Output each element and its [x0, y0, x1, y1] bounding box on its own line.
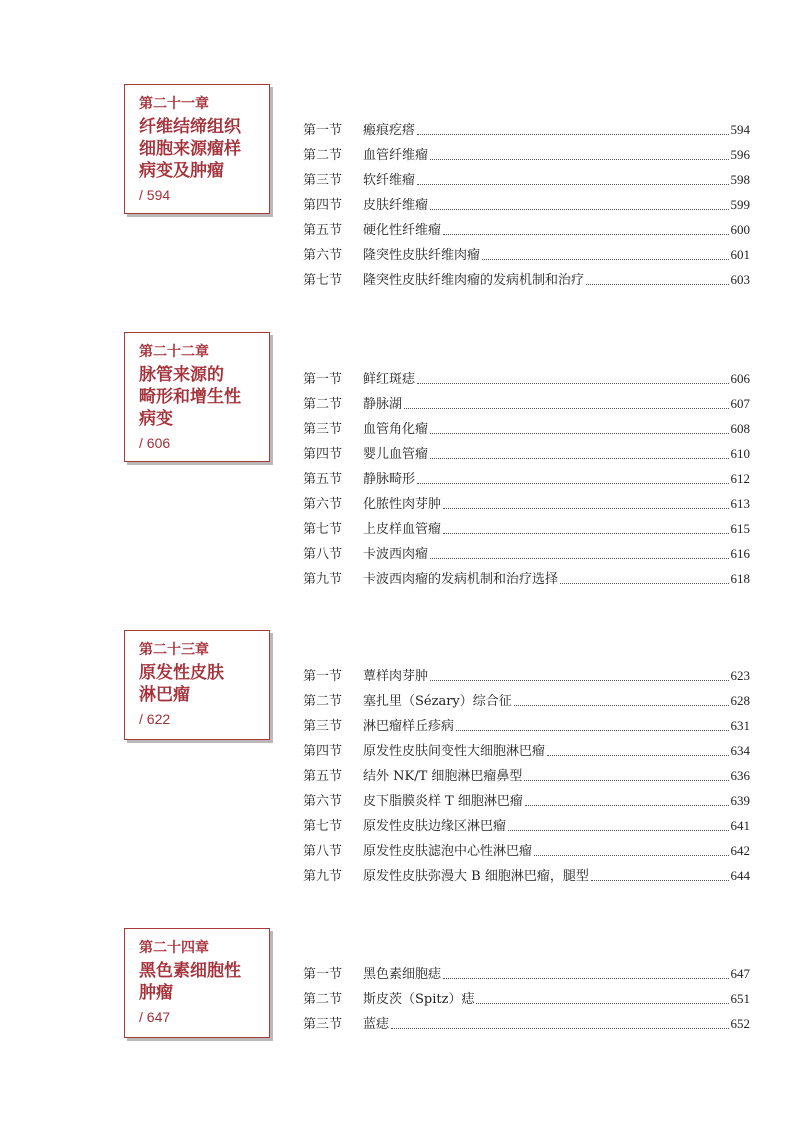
section-list: [303, 366, 750, 591]
toc-entry[interactable]: [303, 441, 750, 466]
dot-leader: [430, 676, 728, 681]
dot-leader: [476, 999, 728, 1004]
dot-leader: [456, 726, 728, 731]
dot-leader: [560, 579, 728, 584]
section-page: 607: [730, 396, 750, 411]
section-title: 卡波西肉瘤: [363, 547, 429, 562]
section-label: 第五节: [303, 769, 343, 784]
dot-leader: [508, 826, 728, 831]
chapter-page: / 647: [139, 1009, 171, 1025]
section-label: 第二节: [303, 992, 343, 1007]
section-title: 静脉湖: [363, 397, 403, 412]
chapter-title-line: 病变: [139, 409, 173, 429]
dot-leader: [430, 429, 728, 434]
section-page: 641: [730, 818, 750, 833]
dot-leader: [417, 479, 728, 484]
section-label: 第三节: [303, 1017, 343, 1032]
section-label: 第六节: [303, 497, 343, 512]
toc-entry[interactable]: [303, 217, 750, 242]
section-label: 第四节: [303, 198, 343, 213]
section-page: 606: [730, 371, 750, 386]
section-label: 第六节: [303, 794, 343, 809]
section-title: 婴儿血管瘤: [363, 447, 429, 462]
toc-entry[interactable]: [303, 566, 750, 591]
section-label: 第六节: [303, 248, 343, 263]
toc-entry[interactable]: [303, 167, 750, 192]
dot-leader: [443, 230, 728, 235]
chapter-title-line: 细胞来源瘤样: [139, 139, 241, 159]
chapter-number: 第二十一章: [139, 96, 209, 112]
dot-leader: [482, 255, 728, 260]
section-label: 第二节: [303, 148, 343, 163]
section-title: 原发性皮肤边缘区淋巴瘤: [363, 819, 507, 834]
section-page: 647: [730, 966, 750, 981]
toc-entry[interactable]: [303, 267, 750, 292]
dot-leader: [430, 554, 728, 559]
toc-entry[interactable]: [303, 541, 750, 566]
section-page: 612: [730, 471, 750, 486]
chapter-title-line: 黑色素细胞性: [139, 961, 241, 981]
toc-entry[interactable]: [303, 117, 750, 142]
section-page: 636: [730, 768, 750, 783]
section-label: 第四节: [303, 744, 343, 759]
section-label: 第五节: [303, 472, 343, 487]
section-title: 血管纤维瘤: [363, 148, 429, 163]
chapter-title: [139, 116, 269, 182]
dot-leader: [391, 1024, 728, 1029]
section-page: 631: [730, 718, 750, 733]
dot-leader: [430, 454, 728, 459]
section-title: 血管角化瘤: [363, 422, 429, 437]
section-label: 第四节: [303, 447, 343, 462]
chapter-number: 第二十二章: [139, 344, 209, 360]
dot-leader: [525, 801, 729, 806]
chapter-title: [139, 364, 269, 430]
section-label: 第三节: [303, 719, 343, 734]
section-title: 塞扎里（Sézary）综合征: [363, 694, 512, 709]
chapter-title: [139, 960, 269, 1004]
section-page: 652: [730, 1016, 750, 1031]
dot-leader: [524, 776, 728, 781]
section-label: 第二节: [303, 694, 343, 709]
toc-entry[interactable]: [303, 192, 750, 217]
section-title: 黑色素细胞痣: [363, 967, 442, 982]
section-page: 642: [730, 843, 750, 858]
section-label: 第一节: [303, 967, 343, 982]
section-label: 第二节: [303, 397, 343, 412]
chapter-title: [139, 662, 269, 706]
section-title: 上皮样血管瘤: [363, 522, 442, 537]
section-page: 608: [730, 421, 750, 436]
chapter-title-line: 畸形和增生性: [139, 387, 241, 407]
chapter-title-line: 病变及肿瘤: [139, 161, 224, 181]
section-label: 第五节: [303, 223, 343, 238]
dot-leader: [547, 751, 728, 756]
section-title: 斯皮茨（Spitz）痣: [363, 992, 475, 1007]
toc-entry[interactable]: [303, 663, 750, 688]
section-page: 634: [730, 743, 750, 758]
toc-entry[interactable]: [303, 961, 750, 986]
section-label: 第一节: [303, 669, 343, 684]
section-title: 瘢痕疙瘩: [363, 123, 416, 138]
chapter-header-box: [124, 332, 270, 462]
dot-leader: [586, 280, 728, 285]
section-label: 第八节: [303, 844, 343, 859]
section-title: 静脉畸形: [363, 472, 416, 487]
chapter-page: / 622: [139, 711, 171, 727]
chapter-title-line: 淋巴瘤: [139, 685, 190, 705]
section-label: 第七节: [303, 522, 343, 537]
chapter-title-line: 脉管来源的: [139, 365, 224, 385]
section-page: 613: [730, 496, 750, 511]
dot-leader: [417, 379, 728, 384]
dot-leader: [430, 155, 728, 160]
chapter-number: 第二十三章: [139, 642, 209, 658]
section-list: [303, 961, 750, 1036]
chapter-header-box: [124, 928, 270, 1038]
section-page: 600: [730, 222, 750, 237]
dot-leader: [443, 504, 728, 509]
section-title: 皮肤纤维瘤: [363, 198, 429, 213]
section-title: 化脓性肉芽肿: [363, 497, 442, 512]
section-list: [303, 663, 750, 888]
dot-leader: [404, 404, 728, 409]
toc-entry[interactable]: [303, 391, 750, 416]
dot-leader: [534, 851, 728, 856]
section-page: 651: [730, 991, 750, 1006]
section-title: 隆突性皮肤纤维肉瘤: [363, 248, 481, 263]
dot-leader: [443, 529, 728, 534]
toc-entry[interactable]: [303, 788, 750, 813]
section-page: 603: [730, 272, 750, 287]
section-page: 615: [730, 521, 750, 536]
chapter-title-line: 肿瘤: [139, 983, 173, 1003]
section-page: 601: [730, 247, 750, 262]
dot-leader: [417, 180, 728, 185]
section-page: 594: [730, 122, 750, 137]
section-label: 第三节: [303, 173, 343, 188]
dot-leader: [514, 701, 729, 706]
section-page: 598: [730, 172, 750, 187]
dot-leader: [430, 205, 728, 210]
section-label: 第七节: [303, 819, 343, 834]
chapter-page: / 606: [139, 435, 171, 451]
toc-entry[interactable]: [303, 366, 750, 391]
section-label: 第一节: [303, 123, 343, 138]
chapter-title-line: 纤维结缔组织: [139, 117, 241, 137]
toc-entry[interactable]: [303, 142, 750, 167]
section-title: 原发性皮肤弥漫大 B 细胞淋巴瘤，腿型: [363, 869, 589, 884]
chapter-header-box: [124, 84, 270, 214]
toc-entry[interactable]: [303, 713, 750, 738]
section-title: 鲜红斑痣: [363, 372, 416, 387]
toc-entry[interactable]: [303, 838, 750, 863]
section-title: 卡波西肉瘤的发病机制和治疗选择: [363, 572, 559, 587]
section-title: 硬化性纤维瘤: [363, 223, 442, 238]
toc-entry[interactable]: [303, 516, 750, 541]
section-page: 610: [730, 446, 750, 461]
section-title: 淋巴瘤样丘疹病: [363, 719, 455, 734]
dot-leader: [591, 876, 729, 881]
section-title: 皮下脂膜炎样 T 细胞淋巴瘤: [363, 794, 523, 809]
chapter-header-box: [124, 630, 270, 740]
section-page: 628: [730, 693, 750, 708]
chapter-number: 第二十四章: [139, 940, 209, 956]
dot-leader: [417, 130, 728, 135]
section-page: 596: [730, 147, 750, 162]
section-page: 639: [730, 793, 750, 808]
section-label: 第九节: [303, 869, 343, 884]
toc-entry[interactable]: [303, 1011, 750, 1036]
toc-entry[interactable]: [303, 416, 750, 441]
section-title: 蕈样肉芽肿: [363, 669, 429, 684]
section-title: 结外 NK/T 细胞淋巴瘤鼻型: [363, 769, 523, 784]
section-label: 第七节: [303, 273, 343, 288]
toc-entry[interactable]: [303, 491, 750, 516]
toc-entry[interactable]: [303, 986, 750, 1011]
toc-entry[interactable]: [303, 242, 750, 267]
toc-entry[interactable]: [303, 466, 750, 491]
section-label: 第一节: [303, 372, 343, 387]
section-page: 616: [730, 546, 750, 561]
section-label: 第八节: [303, 547, 343, 562]
toc-entry[interactable]: [303, 863, 750, 888]
chapter-title-line: 原发性皮肤: [139, 663, 224, 683]
dot-leader: [443, 974, 728, 979]
section-label: 第九节: [303, 572, 343, 587]
section-page: 623: [730, 668, 750, 683]
section-page: 618: [730, 571, 750, 586]
section-title: 软纤维瘤: [363, 173, 416, 188]
toc-entry[interactable]: [303, 738, 750, 763]
section-title: 蓝痣: [363, 1017, 390, 1032]
toc-entry[interactable]: [303, 763, 750, 788]
section-page: 599: [730, 197, 750, 212]
section-list: [303, 117, 750, 292]
section-page: 644: [730, 868, 750, 883]
section-title: 原发性皮肤滤泡中心性淋巴瘤: [363, 844, 533, 859]
chapter-page: / 594: [139, 187, 171, 203]
toc-entry[interactable]: [303, 813, 750, 838]
toc-entry[interactable]: [303, 688, 750, 713]
section-title: 原发性皮肤间变性大细胞淋巴瘤: [363, 744, 546, 759]
section-label: 第三节: [303, 422, 343, 437]
section-title: 隆突性皮肤纤维肉瘤的发病机制和治疗: [363, 273, 585, 288]
